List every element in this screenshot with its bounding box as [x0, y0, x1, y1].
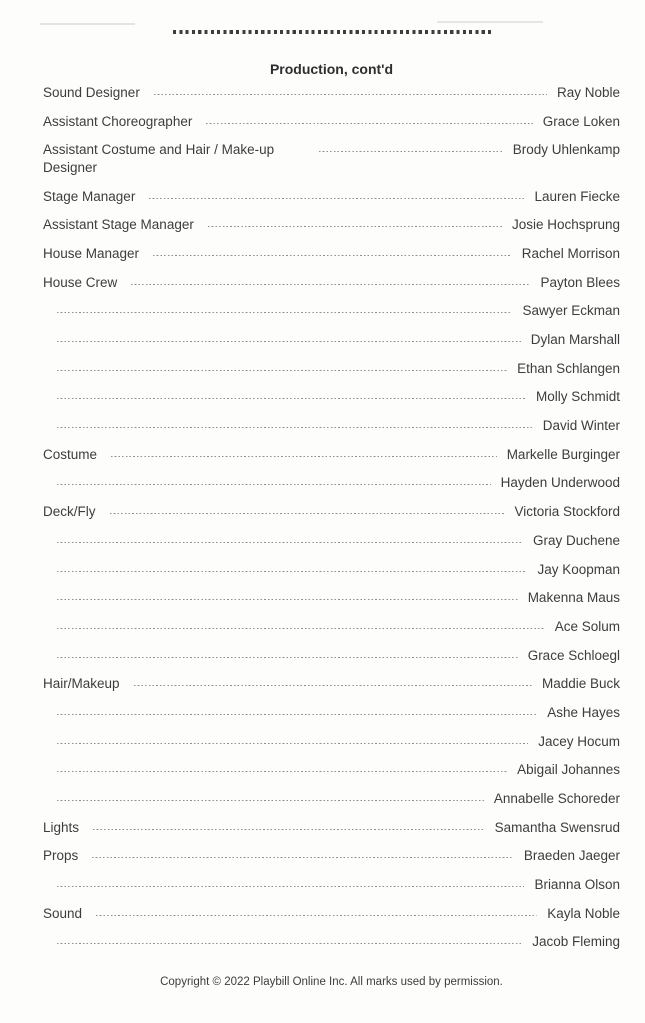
credit-name: Makenna Maus [527, 590, 620, 606]
credit-row [43, 360, 620, 378]
credits-list [43, 84, 620, 951]
credit-row [43, 647, 620, 665]
credit-row [43, 819, 620, 837]
copyright-footer: Copyright © 2022 Playbill Online Inc. All marks used by permission. [160, 975, 503, 988]
credit-name: David Winter [542, 418, 620, 434]
credit-row [43, 561, 620, 579]
credit-row [43, 618, 620, 636]
credit-name: Rachel Morrison [521, 245, 620, 261]
credit-role: House Crew [43, 274, 118, 290]
scan-artifact-right [437, 21, 543, 23]
credit-role: Stage Manager [43, 188, 136, 204]
credit-name: Jacob Fleming [532, 934, 620, 950]
dotted-leader [93, 819, 485, 830]
credit-row [43, 417, 620, 435]
credit-role: Props [43, 848, 79, 864]
credit-name: Ashe Hayes [547, 704, 620, 720]
credit-row [43, 589, 620, 607]
credit-row [43, 113, 620, 131]
dotted-leader [110, 503, 505, 514]
credit-role: Lights [43, 819, 80, 835]
credit-name: Samantha Swensrud [494, 819, 620, 835]
dotted-leader [57, 761, 507, 772]
credit-name: Braeden Jaeger [523, 848, 620, 864]
credit-row [43, 704, 620, 722]
dotted-leader [154, 84, 547, 95]
dotted-leader [57, 474, 491, 485]
dotted-leader [206, 113, 532, 124]
credit-row [43, 216, 620, 234]
credit-role: Assistant Choreographer [43, 113, 193, 129]
credit-row [43, 245, 620, 263]
dotted-leader [57, 876, 524, 887]
scan-artifact-left [40, 23, 135, 25]
credit-name: Hayden Underwood [500, 475, 620, 491]
credit-row [43, 933, 620, 951]
dotted-leader [92, 847, 514, 858]
dotted-leader [57, 388, 526, 399]
dotted-leader [57, 302, 512, 313]
credit-role: Sound [43, 905, 83, 921]
credit-row [43, 876, 620, 894]
credit-name: Annabelle Schoreder [493, 791, 620, 806]
dotted-leader [57, 532, 523, 543]
credit-role: House Manager [43, 245, 140, 261]
credit-name: Ethan Schlangen [517, 360, 620, 376]
credit-role: Assistant Costume and Hair / Make-up Designer [43, 142, 275, 175]
credit-name: Sawyer Eckman [522, 303, 620, 319]
credit-name: Maddie Buck [541, 676, 620, 692]
dotted-leader [96, 905, 537, 916]
credit-name: Markelle Burginger [506, 446, 620, 462]
credit-name: Dylan Marshall [530, 332, 620, 347]
credit-row [43, 446, 620, 464]
dotted-leader [131, 274, 530, 285]
dotted-leader [57, 733, 528, 744]
credit-name: Gray Duchene [532, 532, 620, 548]
dotted-leader [57, 618, 545, 629]
credit-name: Ray Noble [556, 85, 620, 100]
credit-row [43, 188, 620, 206]
credit-row [43, 905, 620, 923]
dotted-leader [57, 417, 533, 428]
credit-row [43, 675, 620, 693]
dotted-leader [57, 704, 537, 715]
credit-name: Payton Blees [540, 274, 620, 290]
dotted-leader [57, 561, 527, 572]
credit-name: Molly Schmidt [535, 389, 620, 405]
dotted-leader [208, 216, 502, 227]
credit-name: Brody Uhlenkamp [512, 142, 620, 158]
credit-role: Sound Designer [43, 85, 140, 100]
credit-row [43, 84, 620, 102]
credit-row [43, 388, 620, 406]
credit-role: Costume [43, 446, 98, 462]
dotted-leader [57, 647, 518, 658]
credit-row [43, 532, 620, 550]
page-content [43, 30, 620, 990]
dotted-leader [57, 933, 522, 944]
credit-row [43, 474, 620, 492]
credit-row [43, 733, 620, 751]
dotted-divider [173, 30, 491, 34]
credit-name: Josie Hochsprung [511, 217, 620, 233]
dotted-leader [319, 141, 503, 152]
credit-row [43, 847, 620, 865]
credit-row [43, 503, 620, 521]
credit-name: Kayla Noble [547, 905, 620, 921]
credit-row [43, 274, 620, 292]
credit-row [43, 761, 620, 779]
dotted-leader [153, 245, 512, 256]
credit-role: Hair/Makeup [43, 676, 120, 692]
dotted-leader [111, 446, 497, 457]
credit-role: Deck/Fly [43, 504, 96, 520]
dotted-leader [57, 360, 507, 371]
credit-row [43, 790, 620, 808]
credit-name: Brianna Olson [534, 877, 620, 893]
credit-name: Grace Schloegl [527, 647, 620, 663]
credit-name: Jay Koopman [537, 561, 620, 577]
credit-row [43, 302, 620, 320]
credit-name: Victoria Stockford [514, 504, 620, 520]
credit-name: Abigail Johannes [517, 762, 620, 778]
dotted-leader [57, 589, 518, 600]
dotted-leader [149, 188, 524, 199]
credit-name: Ace Solum [554, 618, 620, 634]
dotted-leader [57, 790, 484, 801]
credit-row [43, 141, 620, 176]
page-title: Production, cont'd [269, 60, 394, 77]
credit-name: Lauren Fiecke [534, 188, 620, 204]
dotted-leader [57, 331, 521, 342]
credit-role: Assistant Stage Manager [43, 217, 194, 233]
credit-name: Jacey Hocum [538, 733, 620, 749]
credit-row [43, 331, 620, 349]
credit-name: Grace Loken [542, 113, 620, 129]
dotted-leader [134, 675, 532, 686]
